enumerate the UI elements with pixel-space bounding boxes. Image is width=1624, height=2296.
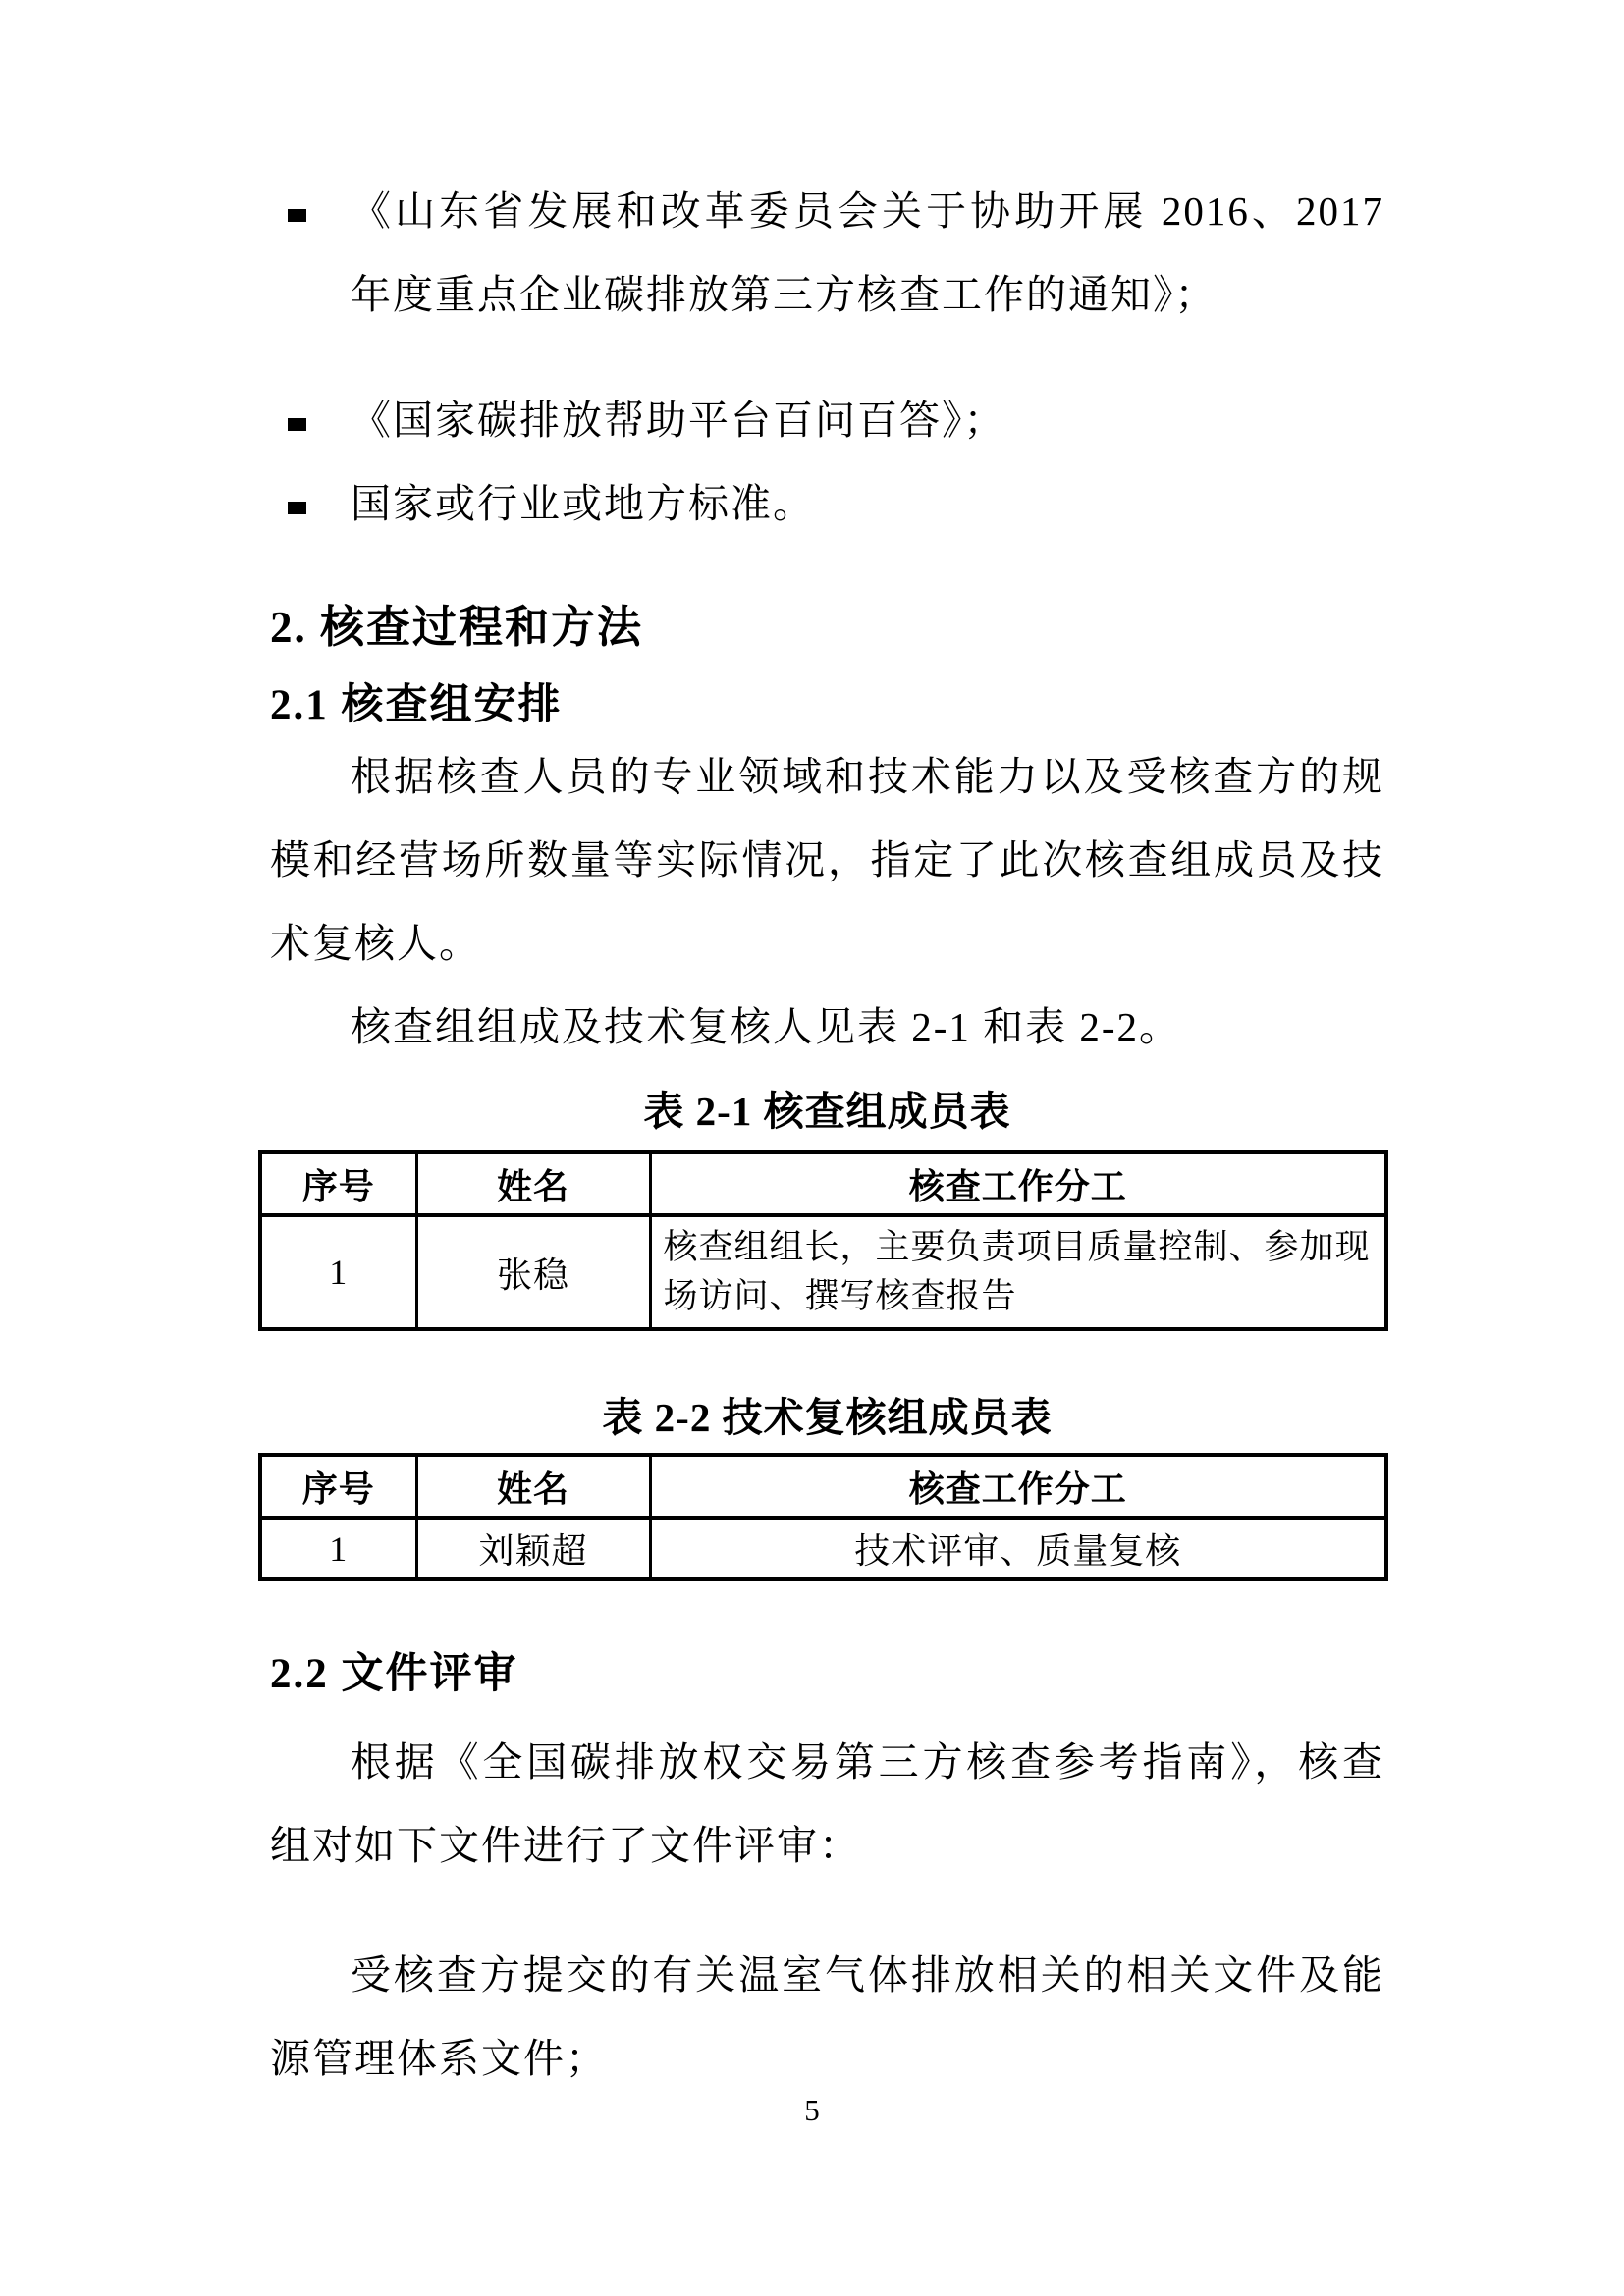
list-item-text: 国家或行业或地方标准。 bbox=[351, 481, 815, 526]
table-2-1-title: 表 2-1 核查组成员表 bbox=[643, 1089, 1011, 1134]
paragraph: 根据核查人员的专业领域和技术能力以及受核查方的规模和经营场所数量等实际情况，指定了此次核查组成员及技术复核人。 bbox=[270, 754, 1384, 966]
table-header-row bbox=[260, 1152, 1386, 1215]
column-header-index: 序号 bbox=[260, 1152, 416, 1215]
list-item-text: 《山东省发展和改革委员会关于协助开展 2016、2017 年度重点企业碳排放第三方核查工作的通知》； bbox=[351, 188, 1384, 317]
list-item bbox=[270, 170, 1384, 337]
column-header-work: 核查工作分工 bbox=[650, 1455, 1386, 1518]
paragraph: 受核查方提交的有关温室气体排放相关的相关文件及能源管理体系文件； bbox=[270, 1952, 1384, 2081]
table-row bbox=[260, 1215, 1386, 1329]
square-bullet-icon bbox=[288, 502, 306, 514]
column-header-index: 序号 bbox=[260, 1455, 416, 1518]
list-item bbox=[270, 462, 1384, 546]
page-number: 5 bbox=[804, 2093, 820, 2127]
table-2-2 bbox=[258, 1453, 1388, 1581]
page-content bbox=[270, 0, 1384, 2101]
paragraph: 根据《全国碳排放权交易第三方核查参考指南》，核查组对如下文件进行了文件评审： bbox=[270, 1739, 1384, 1868]
list-item bbox=[270, 379, 1384, 462]
section-heading-2-2: 2.2 文件评审 bbox=[270, 1651, 518, 1697]
paragraph: 核查组组成及技术复核人见表 2-1 和表 2-2。 bbox=[351, 1004, 1182, 1049]
table-row bbox=[260, 1518, 1386, 1579]
column-header-name: 姓名 bbox=[416, 1152, 650, 1215]
cell-work: 核查组组长，主要负责项目质量控制、参加现场访问、撰写核查报告 bbox=[650, 1215, 1386, 1329]
section-heading-2: 2. 核查过程和方法 bbox=[270, 603, 644, 652]
section-heading-2-1: 2.1 核查组安排 bbox=[270, 682, 563, 728]
list-item-text: 《国家碳排放帮助平台百问百答》； bbox=[351, 398, 1006, 443]
cell-work: 技术评审、质量复核 bbox=[650, 1518, 1386, 1579]
square-bullet-icon bbox=[288, 418, 306, 431]
square-bullet-icon bbox=[288, 209, 306, 222]
cell-index: 1 bbox=[260, 1215, 416, 1329]
table-2-1 bbox=[258, 1150, 1388, 1331]
table-2-2-title: 表 2-2 技术复核组成员表 bbox=[602, 1395, 1053, 1440]
cell-name: 张稳 bbox=[416, 1215, 650, 1329]
cell-name: 刘颖超 bbox=[416, 1518, 650, 1579]
cell-index: 1 bbox=[260, 1518, 416, 1579]
column-header-work: 核查工作分工 bbox=[650, 1152, 1386, 1215]
column-header-name: 姓名 bbox=[416, 1455, 650, 1518]
table-header-row bbox=[260, 1455, 1386, 1518]
